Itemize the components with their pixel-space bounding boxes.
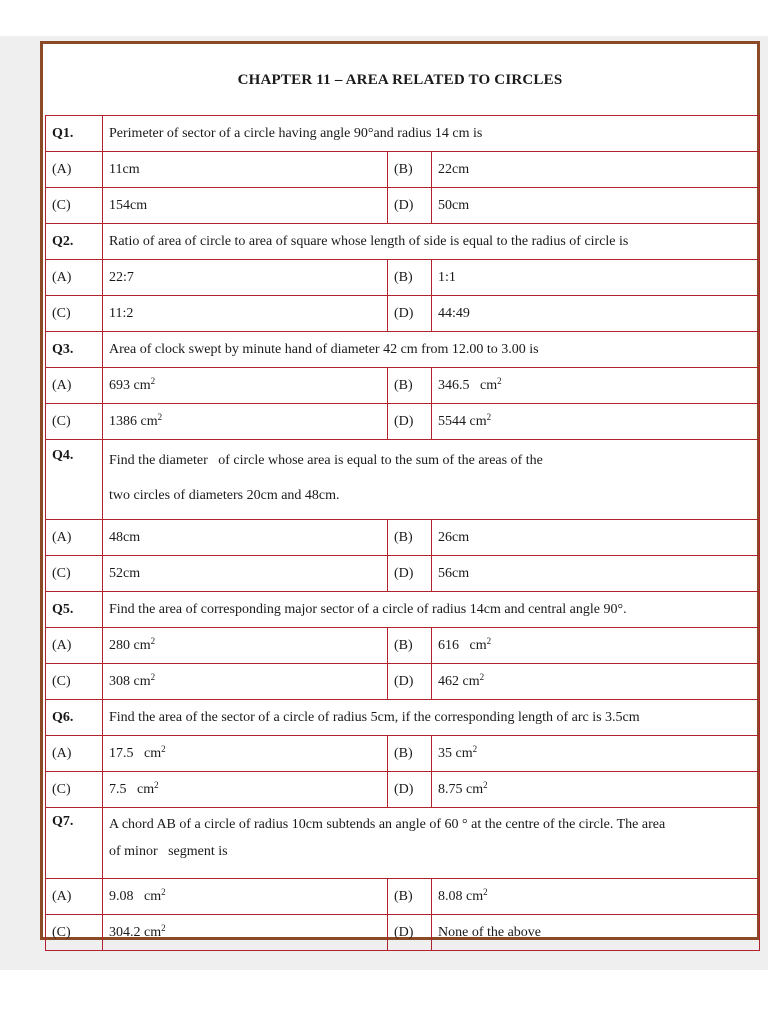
options-row [46, 520, 760, 556]
option-label: (A) [46, 879, 103, 915]
option-value [432, 879, 760, 915]
question-text-line: two circles of diameters 20cm and 48cm. [109, 488, 340, 503]
question-row [46, 808, 760, 879]
unit-exponent: 2 [161, 743, 166, 754]
option-label: (A) [46, 628, 103, 664]
option-value [432, 404, 760, 440]
option-label: (D) [388, 556, 432, 592]
option-value-text: 8.75 cm [438, 781, 484, 797]
option-value: 1:1 [432, 260, 760, 296]
worksheet [40, 41, 760, 940]
option-value [103, 664, 388, 700]
options-row [46, 188, 760, 224]
unit-exponent: 2 [472, 743, 478, 754]
option-value-text: 308 cm [109, 673, 151, 689]
option-label: (D) [388, 188, 432, 224]
option-value-text: 7.5 cm [109, 781, 155, 797]
option-label: (C) [46, 296, 103, 332]
option-label: (A) [46, 368, 103, 404]
option-value: 154cm [103, 188, 388, 224]
options-row [46, 368, 760, 404]
option-value [103, 879, 388, 915]
unit-exponent: 2 [479, 671, 485, 682]
unit-exponent: 2 [154, 779, 159, 790]
option-value-text: 346.5 cm [438, 377, 498, 393]
options-row [46, 879, 760, 915]
option-label: (D) [388, 664, 432, 700]
options-row [46, 556, 760, 592]
option-label: (B) [388, 520, 432, 556]
option-value [103, 628, 388, 664]
unit-exponent: 2 [497, 375, 502, 386]
question-text [103, 440, 760, 520]
option-label: (C) [46, 404, 103, 440]
question-row [46, 592, 760, 628]
unit-exponent: 2 [483, 779, 488, 790]
option-value: 22:7 [103, 260, 388, 296]
option-label: (B) [388, 368, 432, 404]
unit-exponent: 2 [483, 886, 488, 897]
option-label: (B) [388, 260, 432, 296]
option-value-text: 304.2 cm [109, 924, 162, 940]
options-row [46, 664, 760, 700]
option-value [432, 736, 760, 772]
unit-exponent: 2 [161, 886, 166, 897]
option-value [103, 368, 388, 404]
question-text [103, 808, 760, 879]
option-value-text: 9.08 cm [109, 888, 162, 904]
option-label: (B) [388, 152, 432, 188]
question-number: Q6. [46, 700, 103, 736]
option-value: 44:49 [432, 296, 760, 332]
question-text: Find the area of corresponding major sector of a circle of radius 14cm and central angle 90°. [103, 592, 760, 628]
option-label: (C) [46, 188, 103, 224]
option-label: (C) [46, 556, 103, 592]
options-row [46, 736, 760, 772]
unit-exponent: 2 [150, 375, 156, 386]
questions-table [45, 115, 760, 951]
option-value: 11:2 [103, 296, 388, 332]
question-text: Perimeter of sector of a circle having angle 90°and radius 14 cm is [103, 116, 760, 152]
question-number: Q7. [46, 808, 103, 879]
question-row [46, 440, 760, 520]
option-label: (D) [388, 915, 432, 951]
option-value: 50cm [432, 188, 760, 224]
option-label: (D) [388, 296, 432, 332]
option-value [432, 368, 760, 404]
option-value: 22cm [432, 152, 760, 188]
option-label: (D) [388, 772, 432, 808]
option-label: (C) [46, 915, 103, 951]
options-row [46, 152, 760, 188]
options-row [46, 915, 760, 951]
question-text: Find the area of the sector of a circle of radius 5cm, if the corresponding length of arc is 3.5cm [103, 700, 760, 736]
unit-exponent: 2 [157, 411, 163, 422]
option-value [432, 628, 760, 664]
question-text: Ratio of area of circle to area of square whose length of side is equal to the radius of circle is [103, 224, 760, 260]
options-row [46, 260, 760, 296]
unit-exponent: 2 [486, 635, 492, 646]
option-label: (D) [388, 404, 432, 440]
option-value: 26cm [432, 520, 760, 556]
option-value-text: 1386 cm [109, 413, 158, 429]
question-row [46, 224, 760, 260]
option-value-text: 8.08 cm [438, 888, 484, 904]
option-value-text: 17.5 cm [109, 745, 162, 761]
option-value: None of the above [432, 915, 760, 951]
option-value: 48cm [103, 520, 388, 556]
option-value-text: 280 cm [109, 637, 151, 653]
question-number: Q3. [46, 332, 103, 368]
option-value-text: 462 cm [438, 673, 480, 689]
question-number: Q4. [46, 440, 103, 520]
option-value-text: 5544 cm [438, 413, 487, 429]
question-row [46, 332, 760, 368]
options-row [46, 296, 760, 332]
question-number: Q2. [46, 224, 103, 260]
option-value [103, 915, 388, 951]
question-row [46, 700, 760, 736]
unit-exponent: 2 [161, 922, 166, 933]
option-label: (B) [388, 628, 432, 664]
option-value: 56cm [432, 556, 760, 592]
question-number: Q1. [46, 116, 103, 152]
option-value-text: 35 cm [438, 745, 473, 761]
question-number: Q5. [46, 592, 103, 628]
options-row [46, 628, 760, 664]
options-row [46, 404, 760, 440]
option-value [432, 664, 760, 700]
question-text-line: Find the diameter of circle whose area is equal to the sum of the areas of the [109, 453, 543, 468]
option-value: 11cm [103, 152, 388, 188]
options-row [46, 772, 760, 808]
option-label: (B) [388, 879, 432, 915]
question-text-line: A chord AB of a circle of radius 10cm subtends an angle of 60 ° at the centre of the circle. The area [109, 817, 666, 832]
option-label: (A) [46, 520, 103, 556]
unit-exponent: 2 [150, 671, 156, 682]
option-value-text: 693 cm [109, 377, 151, 393]
option-label: (A) [46, 736, 103, 772]
option-value [103, 404, 388, 440]
option-value [432, 772, 760, 808]
unit-exponent: 2 [150, 635, 156, 646]
option-label: (C) [46, 664, 103, 700]
question-text: Area of clock swept by minute hand of diameter 42 cm from 12.00 to 3.00 is [103, 332, 760, 368]
unit-exponent: 2 [486, 411, 492, 422]
option-value-text: 616 cm [438, 637, 487, 653]
option-value [103, 736, 388, 772]
option-value [103, 772, 388, 808]
question-row [46, 116, 760, 152]
option-value: 52cm [103, 556, 388, 592]
option-label: (A) [46, 152, 103, 188]
option-label: (C) [46, 772, 103, 808]
question-text-line: of minor segment is [109, 844, 228, 859]
chapter-title: CHAPTER 11 – AREA RELATED TO CIRCLES [237, 72, 563, 88]
option-label: (B) [388, 736, 432, 772]
option-label: (A) [46, 260, 103, 296]
